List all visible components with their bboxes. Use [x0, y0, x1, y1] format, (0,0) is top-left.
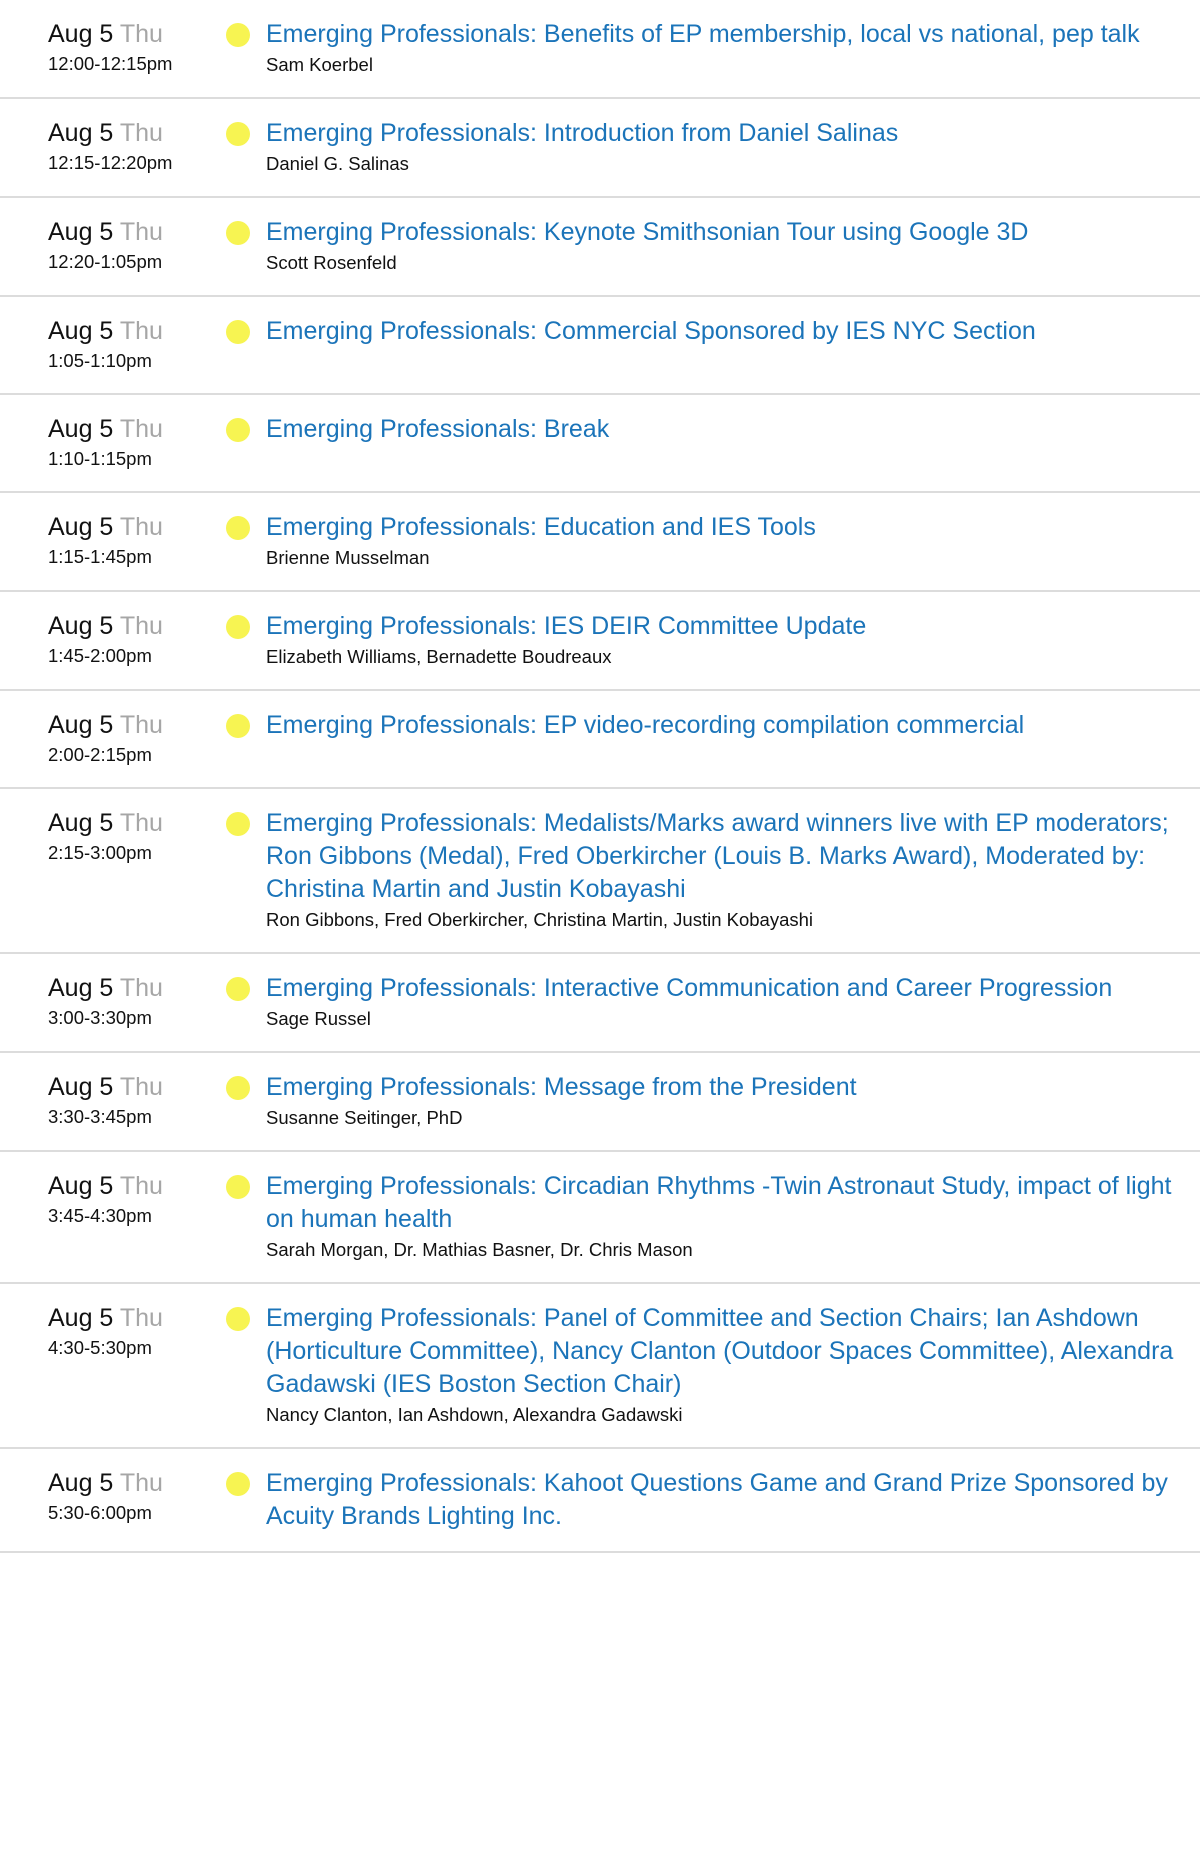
session-month-day: Aug 5 [48, 1073, 114, 1101]
track-indicator [226, 117, 266, 149]
session-speakers: Scott Rosenfeld [266, 252, 397, 273]
session-date-time [0, 315, 226, 375]
session-row[interactable] [0, 99, 1200, 198]
track-indicator [226, 1302, 266, 1334]
session-title-link[interactable]: Emerging Professionals: Panel of Committee and Section Chairs; Ian Ashdown (Horticulture Committee), Nancy Clanton (Outdoor Spaces Committee), Alexandra Gadawski (IES Boston Section Chair) [266, 1304, 1174, 1398]
session-row[interactable] [0, 1053, 1200, 1152]
session-date [48, 1302, 226, 1334]
session-date-time [0, 511, 226, 571]
session-date-time [0, 610, 226, 670]
session-row[interactable] [0, 297, 1200, 395]
session-month-day: Aug 5 [48, 974, 114, 1002]
session-title-link[interactable]: Emerging Professionals: Circadian Rhythms -Twin Astronaut Study, impact of light on human health [266, 1172, 1172, 1233]
track-indicator [226, 1071, 266, 1103]
session-speakers: Susanne Seitinger, PhD [266, 1107, 463, 1128]
session-month-day: Aug 5 [48, 513, 114, 541]
track-indicator [226, 216, 266, 248]
session-month-day: Aug 5 [48, 317, 114, 345]
session-date [48, 1170, 226, 1202]
session-info [266, 610, 1200, 671]
session-date [48, 807, 226, 839]
session-time: 3:00-3:30pm [48, 1007, 152, 1028]
session-month-day: Aug 5 [48, 415, 114, 443]
session-title-link[interactable]: Emerging Professionals: Commercial Sponsored by IES NYC Section [266, 317, 1036, 345]
session-time: 3:45-4:30pm [48, 1205, 152, 1226]
track-dot-icon [226, 1076, 250, 1100]
session-speakers: Elizabeth Williams, Bernadette Boudreaux [266, 646, 612, 667]
session-row[interactable] [0, 954, 1200, 1053]
session-date-time [0, 1170, 226, 1230]
session-weekday: Thu [119, 218, 163, 246]
session-title-link[interactable]: Emerging Professionals: Benefits of EP membership, local vs national, pep talk [266, 20, 1140, 48]
session-info [266, 511, 1200, 572]
session-date-time [0, 117, 226, 177]
session-date-time [0, 709, 226, 769]
session-time: 2:00-2:15pm [48, 744, 152, 765]
track-dot-icon [226, 320, 250, 344]
session-info [266, 117, 1200, 178]
session-date [48, 709, 226, 741]
session-date-time [0, 807, 226, 867]
session-row[interactable] [0, 1284, 1200, 1449]
track-indicator [226, 315, 266, 347]
session-time: 12:20-1:05pm [48, 251, 163, 272]
session-date-time [0, 1071, 226, 1131]
session-row[interactable] [0, 789, 1200, 954]
session-weekday: Thu [119, 809, 163, 837]
session-month-day: Aug 5 [48, 1469, 114, 1497]
session-title-link[interactable]: Emerging Professionals: Interactive Communication and Career Progression [266, 974, 1113, 1002]
session-row[interactable] [0, 691, 1200, 789]
session-date-time [0, 413, 226, 473]
track-indicator [226, 413, 266, 445]
session-row[interactable] [0, 395, 1200, 493]
track-dot-icon [226, 977, 250, 1001]
session-weekday: Thu [119, 974, 163, 1002]
session-row[interactable] [0, 0, 1200, 99]
track-dot-icon [226, 418, 250, 442]
session-month-day: Aug 5 [48, 612, 114, 640]
session-info [266, 1071, 1200, 1132]
track-indicator [226, 972, 266, 1004]
session-weekday: Thu [119, 513, 163, 541]
track-dot-icon [226, 615, 250, 639]
session-info [266, 1170, 1200, 1264]
session-date [48, 18, 226, 50]
session-time: 12:00-12:15pm [48, 53, 173, 74]
session-time: 1:15-1:45pm [48, 546, 152, 567]
session-row[interactable] [0, 592, 1200, 691]
session-date [48, 315, 226, 347]
session-month-day: Aug 5 [48, 20, 114, 48]
session-speakers: Ron Gibbons, Fred Oberkircher, Christina Martin, Justin Kobayashi [266, 909, 814, 930]
session-title-link[interactable]: Emerging Professionals: Kahoot Questions Game and Grand Prize Sponsored by Acuity Brands Lighting Inc. [266, 1469, 1168, 1530]
track-dot-icon [226, 714, 250, 738]
track-indicator [226, 1467, 266, 1499]
session-date-time [0, 1467, 226, 1527]
track-dot-icon [226, 122, 250, 146]
session-time: 1:45-2:00pm [48, 645, 152, 666]
session-time: 4:30-5:30pm [48, 1337, 152, 1358]
session-date-time [0, 216, 226, 276]
session-weekday: Thu [119, 317, 163, 345]
session-title-link[interactable]: Emerging Professionals: Break [266, 415, 610, 443]
session-title-link[interactable]: Emerging Professionals: Education and IES Tools [266, 513, 816, 541]
session-row[interactable] [0, 1152, 1200, 1284]
session-date [48, 610, 226, 642]
session-time: 3:30-3:45pm [48, 1106, 152, 1127]
session-time: 12:15-12:20pm [48, 152, 173, 173]
track-dot-icon [226, 516, 250, 540]
session-info [266, 18, 1200, 79]
session-speakers: Daniel G. Salinas [266, 153, 409, 174]
session-weekday: Thu [119, 1172, 163, 1200]
track-indicator [226, 1170, 266, 1202]
session-title-link[interactable]: Emerging Professionals: Introduction from Daniel Salinas [266, 119, 899, 147]
session-weekday: Thu [119, 1304, 163, 1332]
session-weekday: Thu [119, 119, 163, 147]
track-dot-icon [226, 1175, 250, 1199]
track-indicator [226, 511, 266, 543]
session-date [48, 511, 226, 543]
session-row[interactable] [0, 1449, 1200, 1553]
session-speakers: Nancy Clanton, Ian Ashdown, Alexandra Gadawski [266, 1404, 683, 1425]
session-row[interactable] [0, 493, 1200, 592]
track-indicator [226, 807, 266, 839]
session-date [48, 972, 226, 1004]
session-date [48, 216, 226, 248]
session-info [266, 972, 1200, 1033]
session-speakers: Brienne Musselman [266, 547, 430, 568]
session-weekday: Thu [119, 711, 163, 739]
track-dot-icon [226, 221, 250, 245]
session-info [266, 709, 1200, 742]
session-title-link[interactable]: Emerging Professionals: EP video-recording compilation commercial [266, 711, 1025, 739]
session-speakers: Sarah Morgan, Dr. Mathias Basner, Dr. Chris Mason [266, 1239, 693, 1260]
session-date-time [0, 1302, 226, 1362]
session-speakers: Sam Koerbel [266, 54, 373, 75]
session-month-day: Aug 5 [48, 218, 114, 246]
session-info [266, 315, 1200, 348]
session-weekday: Thu [119, 1073, 163, 1101]
session-title-link[interactable]: Emerging Professionals: IES DEIR Committee Update [266, 612, 867, 640]
session-time: 2:15-3:00pm [48, 842, 152, 863]
session-title-link[interactable]: Emerging Professionals: Keynote Smithsonian Tour using Google 3D [266, 218, 1029, 246]
track-dot-icon [226, 812, 250, 836]
session-info [266, 807, 1200, 934]
track-dot-icon [226, 23, 250, 47]
session-weekday: Thu [119, 415, 163, 443]
track-indicator [226, 610, 266, 642]
session-date-time [0, 18, 226, 78]
session-time: 1:10-1:15pm [48, 448, 152, 469]
track-dot-icon [226, 1307, 250, 1331]
session-date [48, 1467, 226, 1499]
session-info [266, 1467, 1200, 1533]
session-time: 1:05-1:10pm [48, 350, 152, 371]
session-weekday: Thu [119, 612, 163, 640]
session-month-day: Aug 5 [48, 809, 114, 837]
track-dot-icon [226, 1472, 250, 1496]
session-weekday: Thu [119, 20, 163, 48]
session-month-day: Aug 5 [48, 711, 114, 739]
track-indicator [226, 18, 266, 50]
session-weekday: Thu [119, 1469, 163, 1497]
session-info [266, 1302, 1200, 1429]
session-row[interactable] [0, 198, 1200, 297]
track-indicator [226, 709, 266, 741]
session-info [266, 216, 1200, 277]
session-speakers: Sage Russel [266, 1008, 371, 1029]
session-title-link[interactable]: Emerging Professionals: Medalists/Marks award winners live with EP moderators; Ron Gibbons (Medal), Fred Oberkircher (Louis B. Marks Award), Moderated by: Christina Martin and Justin Kobayashi [266, 809, 1169, 903]
session-title-link[interactable]: Emerging Professionals: Message from the President [266, 1073, 857, 1101]
session-date-time [0, 972, 226, 1032]
session-info [266, 413, 1200, 446]
session-time: 5:30-6:00pm [48, 1502, 152, 1523]
session-month-day: Aug 5 [48, 1304, 114, 1332]
session-month-day: Aug 5 [48, 1172, 114, 1200]
session-date [48, 1071, 226, 1103]
session-month-day: Aug 5 [48, 119, 114, 147]
session-date [48, 117, 226, 149]
session-date [48, 413, 226, 445]
